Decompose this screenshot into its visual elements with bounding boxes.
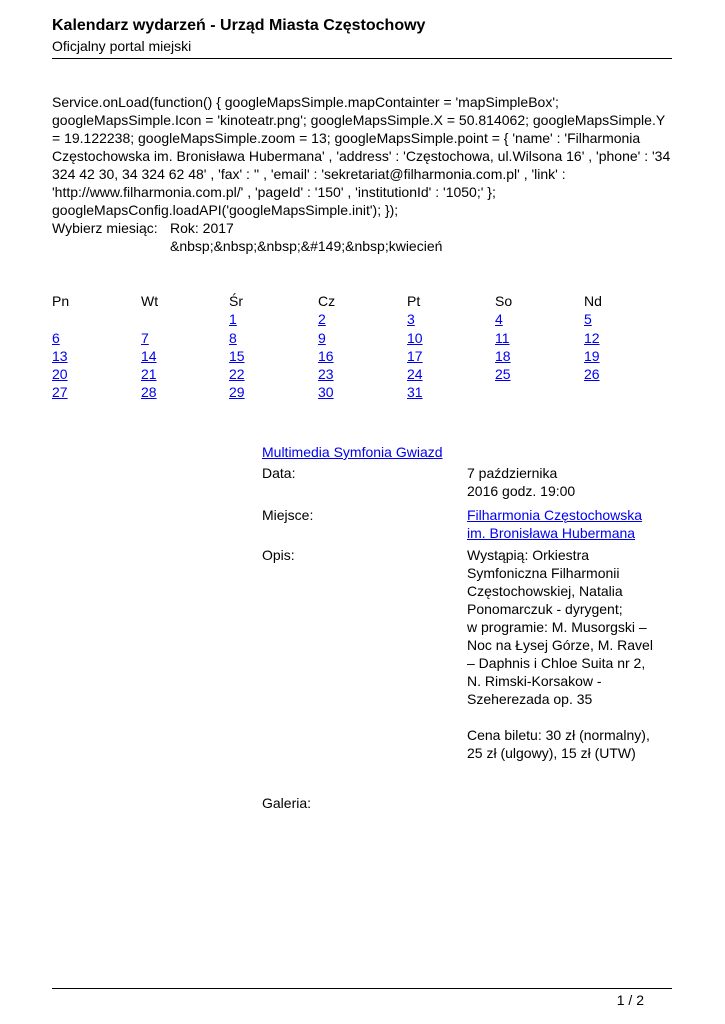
event-description-value: Wystąpią: Orkiestra Symfoniczna Filharmonii Częstochowskiej, Natalia Ponomarczuk - dyrygent; w programie: M. Musorgski – Noc na Łysej Górze, M. Ravel – Daphnis i Chloe Suita nr 2, N. Rimski-Korsakow - Szeherezada op. 35 Cena biletu: 30 zł (normalny), 25 zł (ulgowy), 15 zł (UTW) (467, 547, 653, 761)
event-date-label: Data: (262, 465, 296, 481)
calendar-day-link[interactable]: 19 (584, 347, 600, 364)
calendar-day-link[interactable]: 24 (407, 366, 423, 383)
weekday-label: Wt (141, 293, 159, 309)
calendar-day-link[interactable]: 28 (141, 384, 157, 401)
event-title-link[interactable]: Multimedia Symfonia Gwiazd (262, 444, 443, 460)
calendar-day-link[interactable]: 4 (495, 311, 503, 328)
weekday-label: So (495, 293, 513, 309)
calendar-day-link[interactable]: 17 (407, 347, 423, 364)
year-value: Rok: 2017 (170, 220, 234, 236)
calendar-day-link[interactable]: 27 (52, 384, 68, 401)
page-header (52, 16, 672, 55)
calendar-day-link[interactable]: 11 (495, 329, 510, 346)
weekday-label: Pn (52, 293, 70, 309)
calendar-day-link[interactable]: 10 (407, 329, 423, 346)
calendar-day-link[interactable]: 9 (318, 329, 326, 346)
event-date-value: 7 października 2016 godz. 19:00 (467, 465, 576, 499)
calendar-day-link[interactable]: 3 (407, 311, 415, 328)
weekday-label: Cz (318, 293, 336, 309)
page-number: 1 / 2 (616, 992, 644, 1008)
calendar-day-link[interactable]: 31 (407, 384, 423, 401)
calendar-day-link[interactable]: 15 (229, 347, 245, 364)
calendar-day-link[interactable]: 13 (52, 347, 68, 364)
calendar-day-link[interactable]: 29 (229, 384, 245, 401)
page-subtitle: Oficjalny portal miejski (52, 38, 192, 54)
weekday-label: Śr (229, 293, 243, 309)
inline-script-text: Service.onLoad(function() { googleMapsSimple.mapContainter = 'mapSimpleBox'; googleMapsSimple.Icon = 'kinoteatr.png'; googleMapsSimple.X = 50.814062; googleMapsSimple.Y = 19.122238; googleMapsSimple.zoom = 13; googleMapsSimple.point = { 'name' : 'Filharmonia Częstochowska im. Bronisława Hubermana' , 'address' : 'Częstochowa, ul.Wilsona 16' , 'phone' : '34 324 42 30, 34 324 62 48' , 'fax' : '' , 'email' : 'sekretariat@filharmonia.com.pl' , 'link' : 'http://www.filharmonia.com.pl/' , 'pageId' : '150' , 'institutionId' : '1050;' }; googleMapsConfig.loadAPI('googleMapsSimple.init'); }); (52, 94, 671, 218)
calendar-day-link[interactable]: 7 (141, 329, 149, 346)
page-title: Kalendarz wydarzeń - Urząd Miasta Częstochowy (52, 17, 426, 34)
header-divider (52, 58, 672, 59)
calendar-day-link[interactable]: 22 (229, 366, 245, 383)
calendar-day-link[interactable]: 8 (229, 329, 237, 346)
event-description-label: Opis: (262, 547, 295, 563)
calendar-day-link[interactable]: 30 (318, 384, 334, 401)
calendar-day-link[interactable]: 25 (495, 366, 511, 383)
calendar-day-link[interactable]: 20 (52, 366, 68, 383)
calendar-day-link[interactable]: 12 (584, 329, 600, 346)
weekday-label: Pt (407, 293, 421, 309)
footer-divider (52, 988, 672, 989)
month-value: &nbsp;&nbsp;&nbsp;&#149;&nbsp;kwiecień (170, 238, 443, 254)
calendar-day-link[interactable]: 21 (141, 366, 157, 383)
calendar-day-link[interactable]: 2 (318, 311, 326, 328)
calendar-day-link[interactable]: 5 (584, 311, 592, 328)
calendar-day-link[interactable]: 14 (141, 347, 157, 364)
weekday-label: Nd (584, 293, 602, 309)
event-gallery-label: Galeria: (262, 795, 312, 811)
event-place-link[interactable]: Filharmonia Częstochowska im. Bronisława Hubermana (467, 507, 643, 541)
calendar-day-link[interactable]: 18 (495, 347, 511, 364)
event-place-label: Miejsce: (262, 507, 314, 523)
calendar-day-link[interactable]: 6 (52, 329, 60, 346)
month-selector-label: Wybierz miesiąc: (52, 220, 158, 236)
calendar-day-link[interactable]: 16 (318, 347, 334, 364)
month-selector (52, 219, 234, 237)
calendar-day-link[interactable]: 26 (584, 366, 600, 383)
calendar-day-link[interactable]: 23 (318, 366, 334, 383)
calendar-day-link[interactable]: 1 (229, 311, 237, 328)
